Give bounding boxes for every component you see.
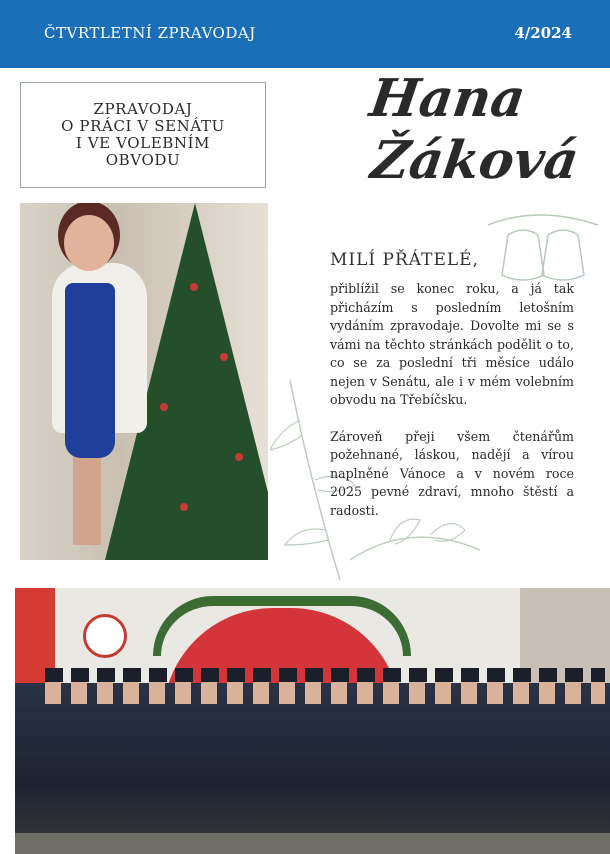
group-of-people [15, 683, 610, 854]
uniform-caps [45, 668, 605, 682]
faces [45, 682, 605, 704]
group-photo [15, 588, 610, 854]
person-dress [65, 283, 115, 458]
person-legs [73, 453, 101, 545]
author-last-name: Žáková [367, 130, 583, 191]
author-name [357, 68, 591, 192]
subtitle-line: I VE VOLEBNÍM [75, 134, 211, 152]
ornament [160, 403, 168, 411]
letter-paragraph: Zároveň přeji všem čtenářům požehnané, láskou, nadějí a vírou naplněné Vánoce a v novém roce 2025 pevné zdraví, mnoho štěstí a radosti. [330, 428, 574, 518]
ornament [220, 353, 228, 361]
newsletter-header [0, 0, 610, 68]
fire-brigade-emblem-icon [83, 614, 127, 658]
author-first-name: Hana [366, 68, 530, 129]
subtitle-line: ZPRAVODAJ [93, 100, 193, 118]
portrait-photo [20, 203, 268, 560]
subtitle-text [61, 101, 225, 169]
letter-paragraph: přiblížil se konec roku, a já tak přicházím s posledním letošním vydáním zpravodaje. Dovolte mi se s vámi na těchto stránkách podělit o to, co se za poslední tři měsíce událo nejen v Senátu, ale i v mém volebním obvodu na Třebíčsku. [330, 281, 574, 407]
ornament [235, 453, 243, 461]
ornament [180, 503, 188, 511]
person-head [64, 215, 114, 271]
christmas-garland [153, 596, 411, 656]
issue-number: 4/2024 [514, 24, 572, 42]
ground [15, 833, 610, 854]
subtitle-line: OBVODU [105, 151, 181, 169]
ornament [190, 283, 198, 291]
letter-greeting: MILÍ PŘÁTELÉ, [330, 250, 479, 270]
subtitle-line: O PRÁCI V SENÁTU [61, 117, 225, 135]
subtitle-box [20, 82, 266, 188]
newsletter-title: ČTVRTLETNÍ ZPRAVODAJ [44, 24, 256, 42]
letter-body [330, 280, 574, 538]
